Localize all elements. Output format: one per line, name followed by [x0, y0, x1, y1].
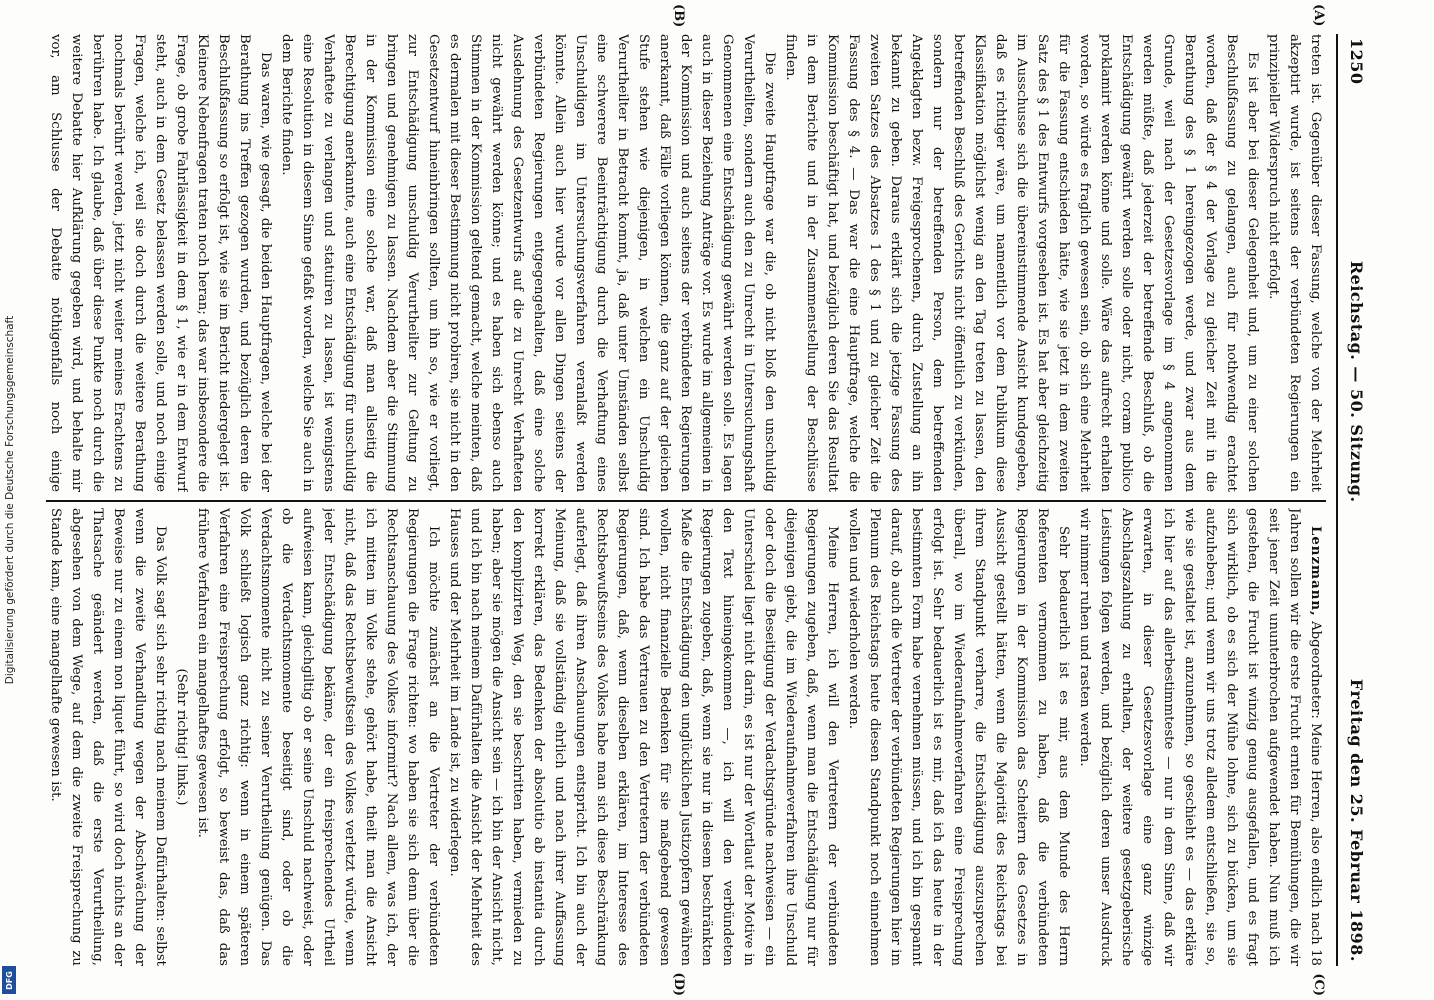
right-paragraph: Das Volk sagt sich sehr richtig nach meinem Dafürhalten: selbst wenn die zweite Verhandlung wegen der Abschwächung der Beweise nur zu einem non liquet führt, so wird doch nichts an der Thatsache geändert werden, daß die erste Verurtheilung, abgesehen von dem Wege, auf dem die zweite Freisprechung zu Stande kam, eine mangelhafte gewesen ist. [48, 508, 168, 966]
right-paragraph: Sehr bedauerlich ist es mir, aus dem Munde des Herrn Referenten vernommen zu haben, daß die verbündeten Regierungen in der Kommission das Scheitern des Gesetzes in Aussicht gestellt hätten, wenn die Majorität des Reichstags bei ihrem Standpunkt verharre, die Entschädigung auszusprechen überall, wo im Wiederaufnahmeverfahren eine Freisprechung erfolgt ist. Sehr bedauerlich ist es mir, daß ich das heute in der bestimmten Form habe vernehmen müssen, und ich bin gespannt darauf, ob auch die Vertreter der verbündeten Regierungen hier im Plenum des Reichstags heute diesen Standpunkt noch einnehmen wollen und wiederholen werden. [846, 508, 1071, 966]
right-paragraph: Meine Herren, ich will den Vertretern der verbündeten Regierungen zugeben, daß, wenn man die Entschädigung nur für diejenigen giebt, die im Wiederaufnahmeverfahren ihre Unschuld oder doch die Beseitigung der Verdachtsgründe nachweisen — ein Unterschied liegt nicht darin, es ist nur der Wortlaut der Motive in den Text hineingekommen —, ich will den verbündeten Regierungen zugeben, daß, wenn sie nur in diesem beschränkten Maße die Entschädigung den unglücklichen Justizopfern gewähren wollen, nicht finanzielle Bedenken für sie maßgebend gewesen sind. Ich habe das Vertrauen zu den Vertretern der verbündeten Regierungen, daß, wenn dieselben erklären, im Interesse des Rechtsbewußtseins des Volkes habe man sich diese Beschränkung auferlegt, daß ihren Anschauungen entspricht. Ich bin auch der Meinung, daß sie vollständig ehrlich und nach ihrer Auffassung korrekt erklären, das Bedenken der absolutio ab instantia durch den komplizirten Weg, den sie beschritten haben, vermieden zu haben; aber sie mögen die Ansicht sein — ich bin der Ansicht nicht, und ich bin nach meinem Dafürhalten die Ansicht der Mehrheit des Hauses und der Mehrheit im Lande ist, zu widerlegen. [447, 508, 840, 966]
margin-marker-d: (D) [671, 972, 686, 996]
speech-opening [1074, 508, 1326, 966]
speech-opening-text: Abgeordneter: Meine Herren, also endlich nach 18 Jahren sollen wir die erste Frucht ernten für Bemühungen, die wir seit jener Zeit ununterbrochen aufgewendet haben. Nun muß ich gestehen, die Frucht ist winzig genug ausgefallen, und es fragt sich wirklich, ob es sich der Mühe lohne, sich zu bücken, um sie aufzuheben; und wenn wir uns trotz alledem entschließen, sie so, wie sie gestaltet ist, anzunehmen, so geschieht es — das erkläre ich hier auf das allerbestimmteste — nur in dem Sinne, daß wir erwarten, in dieser Gesetzesvorlage eine ganz winzige Abschlagszahlung zu erhalten, der weitere gesetzgeberische Leistungen folgen werden, und bezüglich deren unser Ausdruck wir nimmer ruhen und rasten werden. [1077, 508, 1323, 966]
right-paragraph: Ich möchte zunächst an die Vertreter der verbündeten Regierungen die Frage richten: wo haben sie sich denn über die Rechtsanschauung des Volkes informirt? Nach allem, was ich, der ich mitten im Volke stehe, gehört habe, theilt man die Ansicht nicht, daß das Rechtsbewußtsein des Volkes verletzt würde, wenn jeder Entschädigung bekäme, der ein freisprechendes Urtheil aufweisen kann, gleichgiltig ob er seine Unschuld nachweist, oder ob die Verdachtsmomente beseitigt sind, oder ob die Verdachtsmomente nicht zu seiner Verurtheilung genügen. Das Volk schließt logisch ganz richtig: wenn in einem späteren Verfahren eine Freisprechung erfolgt, so beweist das, daß das frühere Verfahren ein mangelhaftes gewesen ist. [195, 508, 441, 966]
interjection: (Sehr richtig! links.) [174, 668, 189, 806]
session-date: Freitag den 25. Februar 1898. [1347, 678, 1366, 962]
page-number: 1250 [1347, 38, 1366, 85]
rotated-page [20, 0, 1380, 1000]
margin-marker-a: (A) [1311, 4, 1326, 27]
page-header [1336, 34, 1366, 966]
left-paragraph: Es ist aber bei dieser Gelegenheit und, um zu einer solchen Beschlußfassung zu gelangen, auch für nothwendig erachtet worden, daß der § 4 der Vorlage zu gleicher Zeit mit in die Berathung des § 1 hereingezogen werde, und zwar aus dem Grunde, weil nach der Gesetzesvorlage im § 4 angenommen werden müßte, daß jederzeit der betreffende Beschluß, ob die Entschädigung gewährt werden solle oder nicht, coram publico proklamirt werden könne und solle. Wäre das aufrecht erhalten worden, so würde es fraglich gewesen sein, ob sich eine Mehrheit für die Fassung entschieden hätte, wie sie jetzt in dem zweiten Satz des § 1 des Entwurfs vorgesehen ist. Es hat aber gleichzeitig im Ausschusse sich die übereinstimmende Ansicht kundgegeben, daß es richtiger wäre, um namentlich vor dem Publikum diese Klassifikation möglichst wenig an den Tag treten zu lassen, den betreffenden Beschluß des Gerichts nicht öffentlich zu verkünden, sondern nur der betreffenden Person, dem betreffenden Angeklagten bezw. Freigesprochenen, durch Zustellung an ihn bekannt zu geben. Daraus erklärt sich die jetzige Fassung des zweiten Satzes des Absatzes 1 des § 1 und zu gleicher Zeit die Fassung des § 4. — Das war die eine Hauptfrage, welche die Kommission beschäftigt hat, und bezüglich deren Sie das Resultat in dem Berichte und in der Zusammenstellung der Beschlüsse finden. [783, 34, 1260, 492]
left-paragraph: Die zweite Hauptfrage war die, ob nicht bloß den unschuldig Verurtheilten, sondern auch den zu Unrecht in Untersuchungshaft Genommenen eine Entschädigung gewährt werden solle. Es lagen auch in dieser Beziehung Anträge vor. Es wurde im allgemeinen in der Kommission und auch seitens der verbündeten Regierungen anerkannt, daß Fälle vorliegen können, die ganz auf der gleichen Stufe stehen wie diejenigen, in welchen ein Unschuldig Verurtheilter in Betracht kommt, ja, daß unter Umständen selbst eine schwerere Beeinträchtigung durch die Verhaftung eines Unschuldigen im Untersuchungsverfahren veranlaßt werden könnte. Allein auch hier wurde vor allen Dingen seitens der verbündeten Regierungen entgegengehalten, daß eine solche Ausdehnung des Gesetzentwurfs auf die zu Unrecht Verhafteten nicht gewährt werden könne; und es haben sich ebenso auch Stimmen in der Kommission geltend gemacht, welche meinten, daß es dermalen mit dieser Bestimmung nicht probiren, sie nicht in den Gesetzentwurf hineinbringen sollten, um ihn so, wie er vorliegt, zur Entschädigung unschuldig Verurtheilter zur Geltung zu bringen und genehmigen zu lassen. Nachdem aber die Stimmung in der Kommission eine solche war, daß man allseitig die Berechtigung anerkannte, auch eine Entschädigung für unschuldig Verhaftete zu verlangen und statuiren zu lassen, ist wenigstens eine Resolution in diesem Sinne gefaßt worden, welche Sie auch in dem Berichte finden. [279, 34, 777, 492]
margin-marker-b: (B) [671, 4, 686, 28]
left-column [46, 34, 1326, 492]
dfg-logo [2, 966, 16, 994]
session-title: Reichstag. — 50. Sitzung. [1347, 260, 1366, 503]
digitization-note [2, 0, 18, 1000]
margin-marker-c: (C) [1311, 973, 1326, 996]
right-column [46, 508, 1326, 966]
column-divider [46, 500, 1326, 502]
dfg-logo-text: DFG [4, 970, 14, 990]
left-paragraph: treten ist. Gegenüber dieser Fassung, welche von der Mehrheit akzeptirt wurde, ist seitens der verbündeten Regierungen ein prinzipieller Widerspruch nicht erfolgt. [1266, 34, 1323, 492]
digitization-note-text: Digitalisierung gefördert durch die Deutsche Forschungsgemeinschaft [4, 315, 17, 685]
left-paragraph: Das waren, wie gesagt, die beiden Hauptfragen, welche bei der Berathung ins Treffen gezogen wurden, und bezüglich deren die Beschlußfassung so erfolgt ist, wie sie im Bericht niedergelegt ist. Kleinere Nebenfragen traten noch heran; das war insbesondere die Frage, ob grobe Fahrlässigkeit in dem § 1, wie er in dem Entwurf steht, auch in dem Gesetz belassen werden solle, und noch einige Fragen, welche ich, weil sie doch durch die weitere Berathung nochmals berührt werden, jetzt nicht weiter meines Erachtens zu berühren habe. Ich glaube, daß über diese Punkte noch durch die weitere Debatte hier Aufklärung gegeben wird, und behalte mir vor, am Schlusse der Debatte nöthigenfalls noch einige [48, 34, 273, 492]
speaker-lenzmann: Lenzmann, [1308, 526, 1323, 617]
text-columns [46, 4, 1326, 996]
